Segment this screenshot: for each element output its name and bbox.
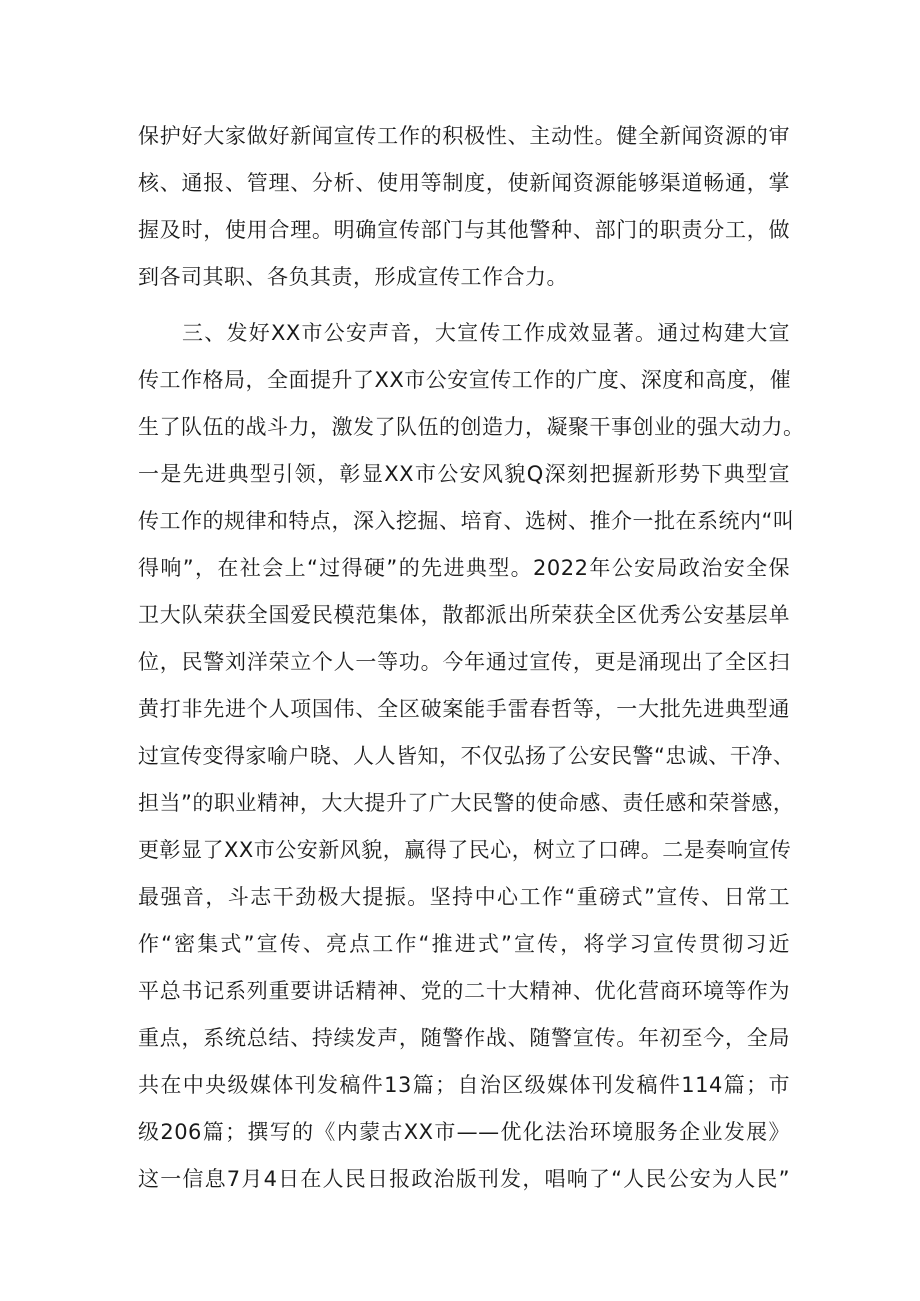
- text-line: 这一信息7月4日在人民日报政治版刊发，唱响了“人民公安为人民”: [138, 1167, 790, 1191]
- text-line: 过宣传变得家喻户晓、人人皆知，不仅弘扬了公安民警“忠诚、干净、: [138, 744, 795, 768]
- text-line: 核、通报、管理、分析、使用等制度，使新闻资源能够渠道畅通，掌: [138, 171, 790, 195]
- text-line: 位，民警刘洋荣立个人一等功。今年通过宣传，更是涌现出了全区扫: [138, 650, 790, 674]
- text-line: 一是先进典型引领，彰显XX市公安风貌Q深刻把握新形势下典型宣: [138, 462, 790, 486]
- text-line: 平总书记系列重要讲话精神、党的二十大精神、优化营商环境等作为: [138, 979, 790, 1003]
- text-line: 生了队伍的战斗力，激发了队伍的创造力，凝聚干事创业的强大动力。: [138, 415, 805, 439]
- text-line: 共在中央级媒体刊发稿件13篇；自治区级媒体刊发稿件114篇；市: [138, 1073, 790, 1097]
- text-line: 传工作的规律和特点，深入挖掘、培育、选树、推介一批在系统内“叫: [138, 509, 795, 533]
- text-line: 重点，系统总结、持续发声，随警作战、随警宣传。年初至今，全局: [138, 1026, 790, 1050]
- text-line: 作“密集式”宣传、亮点工作“推进式”宣传，将学习宣传贯彻习近: [138, 932, 790, 956]
- text-line: 保护好大家做好新闻宣传工作的积极性、主动性。健全新闻资源的审: [138, 124, 790, 148]
- text-line: 三、发好XX市公安声音，大宣传工作成效显著。通过构建大宣: [182, 321, 790, 345]
- text-line: 得响”，在社会上“过得硬”的先进典型。2022年公安局政治安全保: [138, 556, 790, 580]
- text-line: 到各司其职、各负其责，形成宣传工作合力。: [138, 265, 568, 289]
- text-line: 担当”的职业精神，大大提升了广大民警的使命感、责任感和荣誉感，: [138, 791, 795, 815]
- text-line: 卫大队荣获全国爱民模范集体，散都派出所荣获全区优秀公安基层单: [138, 603, 790, 627]
- text-line: 握及时，使用合理。明确宣传部门与其他警种、部门的职责分工，做: [138, 218, 790, 242]
- text-line: 级206篇；撰写的《内蒙古XX市——优化法治环境服务企业发展》: [138, 1120, 790, 1144]
- text-line: 最强音，斗志干劲极大提振。坚持中心工作“重磅式”宣传、日常工: [138, 885, 790, 909]
- text-line: 黄打非先进个人项国伟、全区破案能手雷春哲等，一大批先进典型通: [138, 697, 790, 721]
- text-line: 更彰显了XX市公安新风貌，赢得了民心，树立了口碑。二是奏响宣传: [138, 838, 792, 862]
- text-line: 传工作格局，全面提升了XX市公安宣传工作的广度、深度和高度，催: [138, 368, 792, 392]
